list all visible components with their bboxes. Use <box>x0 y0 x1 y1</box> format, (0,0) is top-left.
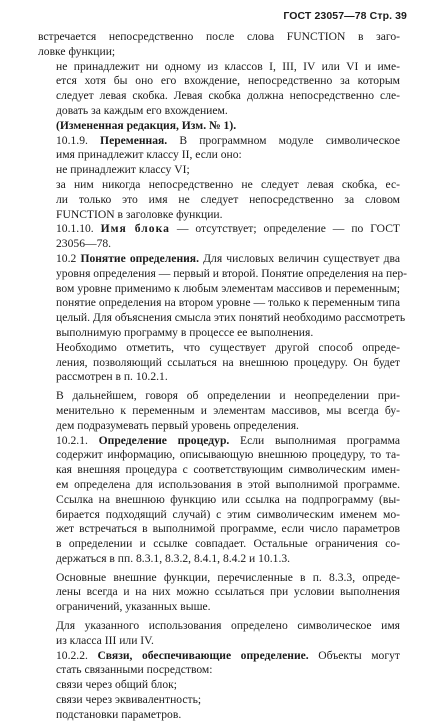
list-item <box>38 693 400 708</box>
paragraph-function-header <box>38 30 400 60</box>
document-body <box>38 30 407 723</box>
text-line: уровня определения — первый и второй. Понятие определения на пер- <box>56 266 407 280</box>
text-fragment: В программном модуле символическое <box>179 133 400 147</box>
paragraph-class-condition <box>38 60 400 119</box>
text-line: вом уровне применимо к любым элементам массивов и переменным; <box>56 281 400 295</box>
section-number: 10.1.9. <box>56 133 88 147</box>
section-10-1-10 <box>38 222 400 252</box>
text-line: ограничений, указанных выше. <box>56 600 211 614</box>
text-line: содержит информацию, описывающую внешнюю процедуру, то та- <box>56 448 400 462</box>
text-fragment: Если выполнимая программа <box>240 433 401 447</box>
text-line: 23056—78. <box>56 237 112 251</box>
text-line: кая внешняя процедура с соответствующим символическим имен- <box>56 463 400 477</box>
paragraph-symbolic-name <box>38 619 400 649</box>
text-line: встречается непосредственно после слова FUNCTION в заго- <box>38 30 400 43</box>
section-heading: Переменная. <box>100 133 168 147</box>
text-line: Для указанного использования определено символическое имя <box>56 619 400 633</box>
text-line: (Измененная редакция, Изм. № 1). <box>56 118 237 132</box>
section-number: 10.2 <box>56 251 77 265</box>
text-line: не принадлежит ни одному из классов I, III, IV или VI и име- <box>56 59 400 73</box>
text-line: за ним никогда непосредственно не следует левая скобка, ес- <box>56 177 400 191</box>
section-number: 10.2.1. <box>56 433 88 447</box>
text-fragment: Объекты могут <box>318 648 400 662</box>
section-heading: Определение процедур. <box>98 433 230 447</box>
text-line: дем подразумевать первый уровень определения. <box>56 418 299 432</box>
paragraph-bracket-rule <box>38 178 400 222</box>
section-number: 10.1.10. <box>56 222 94 236</box>
text-line: лены всегда и на них можно ссылаться при условии выполнения <box>56 585 400 599</box>
text-line: держаться в пп. 8.3.1, 8.3.2, 8.4.1, 8.4.2 и 10.1.3. <box>56 551 291 565</box>
section-10-1-9 <box>38 134 400 164</box>
text-line: ем определена для использования в этой выполнимой программе. <box>56 477 400 491</box>
text-line: FUNCTION в заголовке функции. <box>56 207 223 221</box>
text-line: Ссылка на внешнюю функцию или ссылка на подпрограмму (вы- <box>56 492 400 506</box>
text-line: не принадлежит классу VI; <box>56 163 190 177</box>
list-item <box>38 678 400 693</box>
text-line: подстановки параметров. <box>56 707 182 721</box>
text-line: рассмотрен в п. 10.2.1. <box>56 370 168 384</box>
section-10-2-2 <box>38 649 400 679</box>
text-line: стать связанными посредством: <box>56 663 213 677</box>
text-line <box>38 134 400 149</box>
text-line: жет встречаться в выполнимой программе, если число параметров <box>56 522 400 536</box>
section-10-2-1 <box>38 434 400 567</box>
text-line: целый. Для объяснения смысла этих понятий необходимо рассмотреть <box>56 311 406 325</box>
paragraph-other-method <box>38 341 400 385</box>
paragraph-basic-functions <box>38 571 400 615</box>
text-line: Необходимо отметить, что существует другой способ опреде- <box>56 340 400 354</box>
text-line: довать за каждым его вхождением. <box>56 103 228 117</box>
amendment-note <box>38 119 400 134</box>
text-line: понятие определения на втором уровне — только к переменным типа <box>56 296 400 310</box>
section-heading: Понятие определения. <box>80 251 199 265</box>
section-number: 10.2.2. <box>56 648 88 662</box>
text-line <box>38 434 400 449</box>
text-fragment: — отсутствует; определение — по ГОСТ <box>176 222 401 236</box>
text-line: ловке функции; <box>38 44 116 58</box>
list-item <box>38 708 400 723</box>
text-line: Основные внешние функции, перечисленные в п. 8.3.3, опреде- <box>56 570 400 584</box>
section-heading: Имя блока <box>100 222 170 236</box>
text-line: в определении и ссылке совпадает. Остальные ограничения со- <box>56 537 400 551</box>
text-line: ления, позволяющий ссылаться на внешнюю процедуру. Он будет <box>56 355 400 369</box>
text-line: выполнимую программу в процессе ее выполнения. <box>56 325 314 339</box>
text-line: следует левая скобка. Левая скобка должна непосредственно сле- <box>56 89 400 103</box>
section-heading: Связи, обеспечивающие определение. <box>97 648 309 662</box>
text-line <box>38 649 400 664</box>
text-line: связи через эквивалентность; <box>56 693 202 707</box>
text-fragment: Для числовых величин существует два <box>203 251 400 265</box>
text-line: ли только это имя не следует непосредственно за словом <box>56 192 400 206</box>
section-10-2 <box>38 251 407 341</box>
text-line: бирается подходящий случай) с этим символическим именем мо- <box>56 507 400 521</box>
text-line <box>38 222 400 237</box>
text-line <box>38 252 400 267</box>
page-header: ГОСТ 23057—78 Стр. 39 <box>283 10 407 22</box>
paragraph-first-level <box>38 389 400 433</box>
text-line: из класса III или IV. <box>56 633 154 647</box>
text-line: В дальнейшем, говоря об определении и неопределении при- <box>56 389 400 403</box>
paragraph-class-vi <box>38 163 400 178</box>
text-line: менительно к переменным и элементам массивов, мы всегда бу- <box>56 403 400 417</box>
text-line: связи через общий блок; <box>56 678 177 692</box>
text-line: имя принадлежит классу II, если оно: <box>56 148 242 162</box>
text-line: ется хотя бы оно его вхождение, непосредственно за которым <box>56 74 400 88</box>
